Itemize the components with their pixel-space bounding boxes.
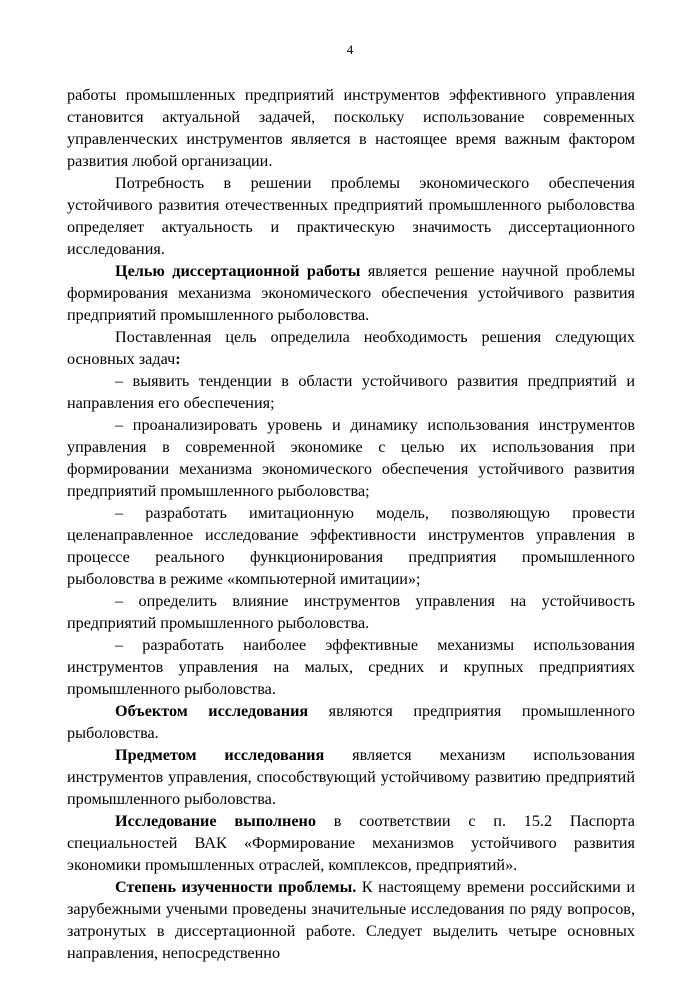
study-degree-text: К настоящему времени российскими и зарубежными учеными проведены значительные исследования по ряду вопросов, затронутых в диссертационной работе. Следует выделить четыре основных направления, непосредственно bbox=[67, 878, 635, 962]
goal-lead: Целью диссертационной работы bbox=[115, 262, 361, 280]
subject-lead: Предметом исследования bbox=[115, 746, 325, 764]
task-item: – определить влияние инструментов управления на устойчивость предприятий промышленного рыболовства. bbox=[67, 592, 635, 632]
paragraph-tasks-intro bbox=[67, 326, 635, 370]
paragraph-relevance: Потребность в решении проблемы экономического обеспечения устойчивого развития отечественных предприятий промышленного рыболовства определяет актуальность и практическую значимость диссертационного исследования. bbox=[67, 174, 635, 258]
paragraph-continuation: работы промышленных предприятий инструментов эффективного управления становится актуальной задачей, поскольку использование современных управленческих инструментов является в настоящее время важным фактором развития любой организации. bbox=[67, 86, 635, 170]
paragraph-goal bbox=[67, 260, 635, 326]
tasks-intro-text: Поставленная цель определила необходимость решения следующих основных задач bbox=[67, 328, 635, 368]
task-item: – разработать наиболее эффективные механизмы использования инструментов управления на малых, средних и крупных предприятиях промышленного рыболовства. bbox=[67, 636, 635, 698]
page-number: 4 bbox=[346, 42, 354, 57]
paragraph-study-degree bbox=[67, 876, 635, 964]
object-text: являются предприятия промышленного рыболовства. bbox=[67, 702, 635, 742]
specialty-lead: Исследование выполнено bbox=[115, 812, 316, 830]
study-degree-lead: Степень изученности проблемы. bbox=[115, 878, 357, 896]
paragraph-object bbox=[67, 700, 635, 744]
specialty-text: в соответствии с п. 15.2 Паспорта специальностей ВАК «Формирование механизмов устойчивого развития экономики промышленных отраслей, комплексов, предприятий». bbox=[67, 812, 635, 874]
task-item: – проанализировать уровень и динамику использования инструментов управления в современной экономике с целью их использования при формировании механизма экономического обеспечения устойчивого развития предприятий промышленного рыболовства; bbox=[67, 416, 635, 500]
task-item: – разработать имитационную модель, позволяющую провести целенаправленное исследование эффективности инструментов управления в процессе реального функционирования предприятия промышленного рыболовства в режиме «компьютерной имитации»; bbox=[67, 504, 635, 588]
paragraph-subject bbox=[67, 744, 635, 810]
paragraph-specialty bbox=[67, 810, 635, 876]
goal-text: является решение научной проблемы формирования механизма экономического обеспечения устойчивого развития предприятий промышленного рыболовства. bbox=[67, 262, 636, 324]
tasks-intro-colon: : bbox=[175, 350, 181, 368]
subject-text: является механизм использования инструментов управления, способствующий устойчивому развитию предприятий промышленного рыболовства. bbox=[67, 746, 635, 808]
body-text bbox=[67, 84, 635, 964]
object-lead: Объектом исследования bbox=[115, 702, 309, 720]
task-item: – выявить тенденции в области устойчивого развития предприятий и направления его обеспечения; bbox=[67, 372, 635, 412]
